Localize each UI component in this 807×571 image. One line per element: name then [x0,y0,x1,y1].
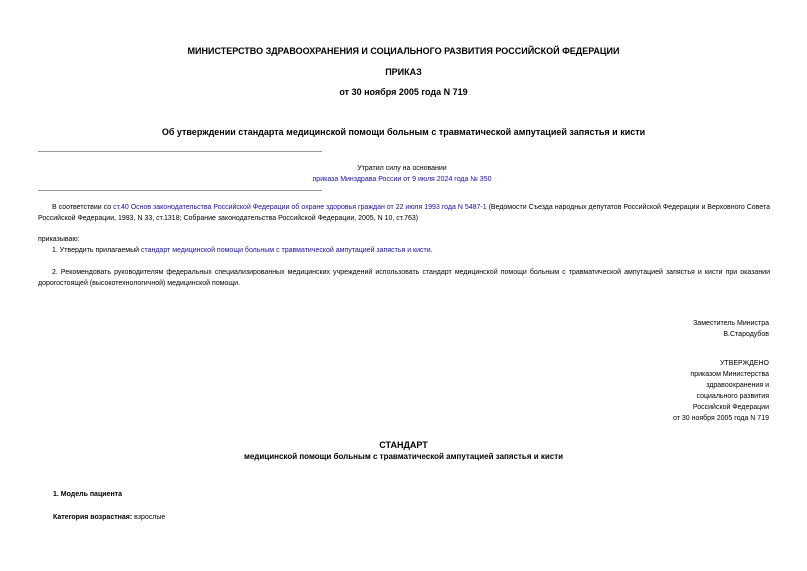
signature-position: Заместитель Министра [693,320,769,327]
approval-line-3: социального развития [696,393,769,400]
section-1-heading: 1. Модель пациента [53,491,122,498]
divider-top [38,151,322,152]
approval-line-5: от 30 ноября 2005 года N 719 [673,415,769,422]
order-date: от 30 ноября 2005 года N 719 [339,87,468,97]
standard-subtitle: медицинской помощи больным с травматической ампутацией запястья и кисти [243,452,564,461]
item-2-paragraph: 2. Рекомендовать руководителям федеральных специализированных медицинских учреждений использовать стандарт медицинской помощи больным с травматической ампутацией запястья и кисти при оказании дорогостоящей (высокотехнологичной) медицинской помощи. [38,269,770,287]
orders-word: приказываю: [38,236,80,243]
status-note-text: Утратил силу на основании [357,165,447,172]
signature-block [693,318,769,340]
law-article-link[interactable]: ст.40 Основ законодательства Российской Федерации об охране здоровья граждан от 22 июля 1993 года N 5487-1 [113,204,487,211]
standard-link[interactable]: стандарт медицинской помощи больным с травматической ампутацией запястья и кисти [140,247,431,254]
approval-title: УТВЕРЖДЕНО [719,360,769,367]
standard-title: СТАНДАРТ [379,440,428,450]
signature-name: В.Стародубов [723,331,769,338]
approval-line-2: здравоохранения и [706,382,769,389]
approval-line-4: Российской Федерации [692,404,769,411]
order-subject: Об утверждении стандарта медицинской помощи больным с травматической ампутацией запястья и кисти [161,127,646,137]
age-category-label: Категория возрастная: [53,514,133,521]
ministry-title: МИНИСТЕРСТВО ЗДРАВООХРАНЕНИЯ И СОЦИАЛЬНОГО РАЗВИТИЯ РОССИЙСКОЙ ФЕДЕРАЦИИ [187,46,620,56]
approval-line-1: приказом Министерства [690,371,769,378]
order-title: ПРИКАЗ [385,67,422,77]
age-category-value: взрослые [132,514,166,521]
divider-bottom [38,190,322,191]
approval-block [673,358,769,424]
repeal-order-link[interactable]: приказа Минздрава России от 9 июля 2024 года № 350 [312,176,492,183]
item-1-paragraph: 1. Утвердить прилагаемый стандарт медицинской помощи больным с травматической ампутацией запястья и кисти. [52,247,433,254]
age-category [53,514,165,521]
preamble-paragraph: В соответствии со ст.40 Основ законодательства Российской Федерации об охране здоровья граждан от 22 июля 1993 года N 5487-1 (Ведомости Съезда народных депутатов Российской Федерации и Верховного Совета Российской Федерации, 1993, N 33, ст.1318; Собрание законодательства Российской Федерации, 2005, N 10, ст.763) [38,204,770,222]
